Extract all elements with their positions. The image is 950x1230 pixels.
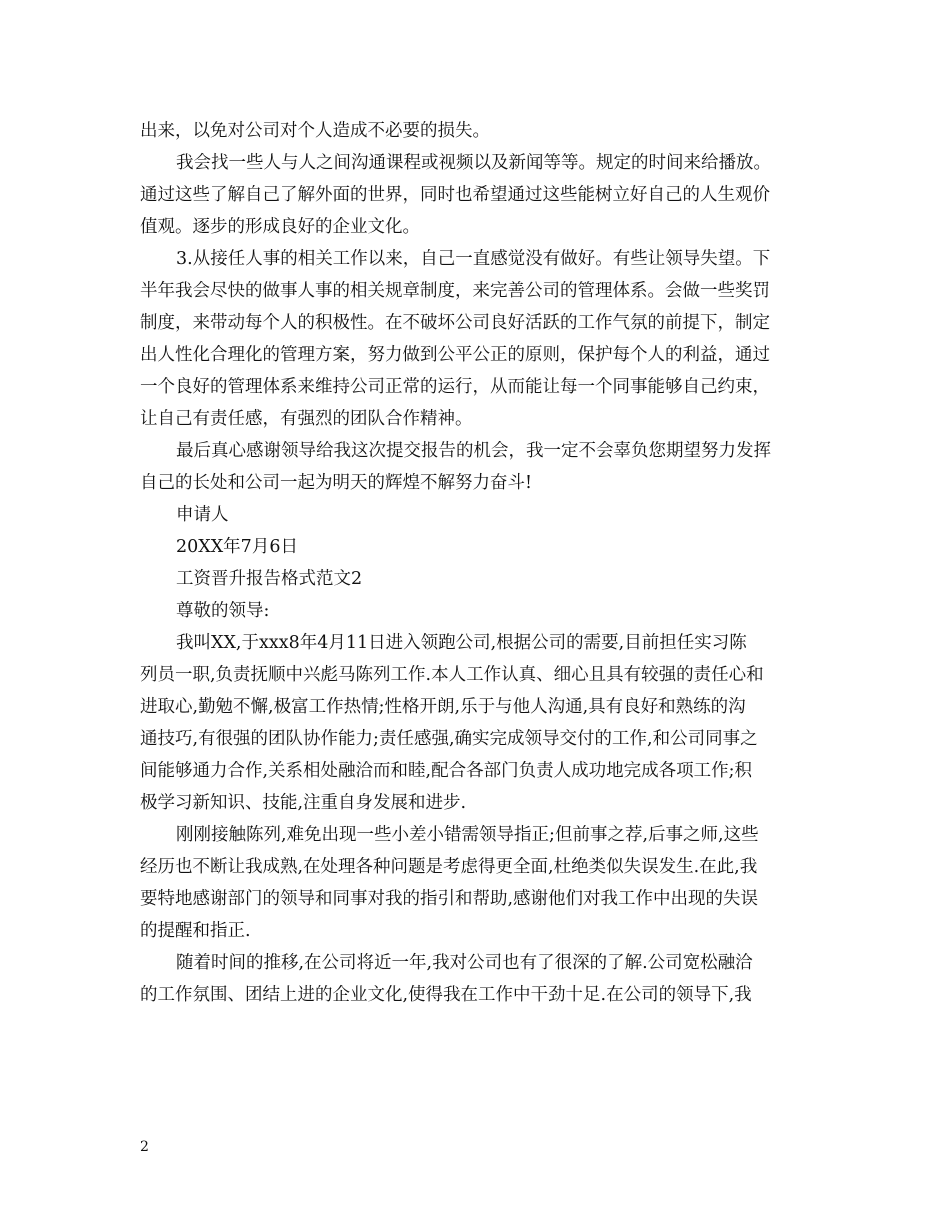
text-line: 刚刚接触陈列,难免出现一些小差小错需领导指正;但前事之荐,后事之师,这些 xyxy=(176,825,759,845)
text-line: 值观。逐步的形成良好的企业文化。 xyxy=(140,217,420,237)
text-line: 的提醒和指正. xyxy=(140,921,251,941)
text-line: 我会找一些人与人之间沟通课程或视频以及新闻等等。规定的时间来给播放。 xyxy=(176,153,771,173)
text-line: 通技巧,有很强的团队协作能力;责任感强,确实完成领导交付的工作,和公司同事之 xyxy=(140,729,758,749)
text-line: 经历也不断让我成熟,在处理各种问题是考虑得更全面,杜绝类似失误发生.在此,我 xyxy=(140,857,758,877)
salutation: 尊敬的领导: xyxy=(176,601,270,621)
text-line: 随着时间的推移,在公司将近一年,我对公司也有了很深的了解.公司宽松融洽 xyxy=(176,953,753,973)
text-line: 间能够通力合作,关系相处融洽而和睦,配合各部门负责人成功地完成各项工作;积 xyxy=(140,761,753,781)
text-line: 出来，以免对公司对个人造成不必要的损失。 xyxy=(140,121,490,141)
document-body xyxy=(140,115,812,1011)
text-line: 3.从接任人事的相关工作以来，自己一直感觉没有做好。有些让领导失望。下 xyxy=(176,249,771,269)
section-title: 工资晋升报告格式范文2 xyxy=(176,569,363,589)
text-line: 制度，来带动每个人的积极性。在不破坏公司良好活跃的工作气氛的前提下，制定 xyxy=(140,313,770,333)
text-line: 进取心,勤勉不懈,极富工作热情;性格开朗,乐于与他人沟通,具有良好和熟练的沟 xyxy=(140,697,746,717)
text-line: 列员一职,负责抚顺中兴彪马陈列工作.本人工作认真、细心且具有较强的责任心和 xyxy=(140,665,764,685)
text-line: 一个良好的管理体系来维持公司正常的运行，从而能让每一个同事能够自己约束， xyxy=(140,377,770,397)
text-line: 我叫XX,于xxx8年4月11日进入领跑公司,根据公司的需要,目前担任实习陈 xyxy=(176,633,747,653)
page-number: 2 xyxy=(140,1139,149,1155)
text-line: 出人性化合理化的管理方案，努力做到公平公正的原则，保护每个人的利益，通过 xyxy=(140,345,770,365)
signature-label: 申请人 xyxy=(176,505,229,525)
text-line: 半年我会尽快的做事人事的相关规章制度，来完善公司的管理体系。会做一些奖罚 xyxy=(140,281,770,301)
text-line: 最后真心感谢领导给我这次提交报告的机会，我一定不会辜负您期望努力发挥 xyxy=(176,441,771,461)
text-line: 极学习新知识、技能,注重自身发展和进步. xyxy=(140,793,467,813)
text-line: 让自己有责任感，有强烈的团队合作精神。 xyxy=(140,409,473,429)
date-line: 20XX年7月6日 xyxy=(176,537,298,557)
text-line: 的工作氛围、团结上进的企业文化,使得我在工作中干劲十足.在公司的领导下,我 xyxy=(140,985,752,1005)
text-line: 要特地感谢部门的领导和同事对我的指引和帮助,感谢他们对我工作中出现的失误 xyxy=(140,889,759,909)
text-line: 通过这些了解自己了解外面的世界，同时也希望通过这些能树立好自己的人生观价 xyxy=(140,185,770,205)
text-line: 自己的长处和公司一起为明天的辉煌不解努力奋斗! xyxy=(140,473,533,493)
